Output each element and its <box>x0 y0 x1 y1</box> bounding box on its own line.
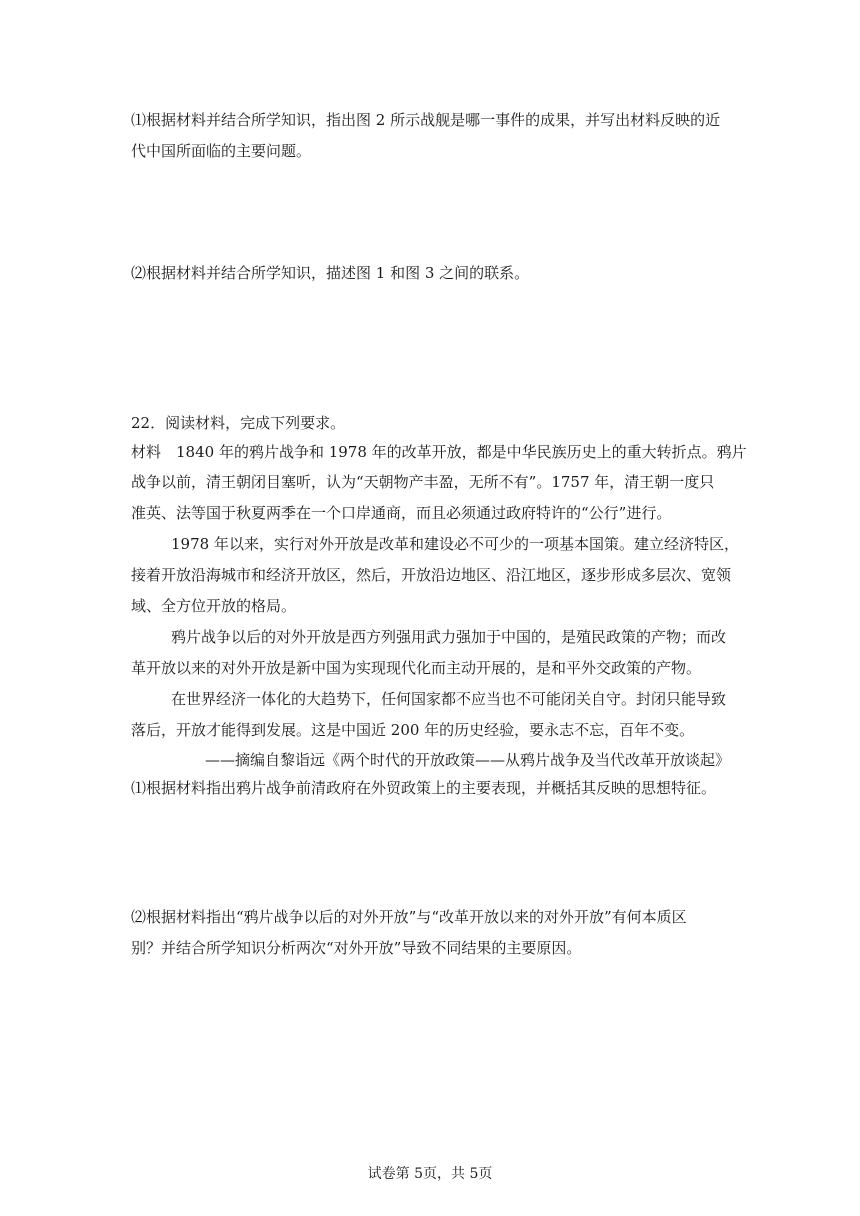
material-line: 材料 1840 年的鸦片战争和 1978 年的改革开放，都是中华民族历史上的重大转折点。鸦片 <box>131 443 747 461</box>
material-line: 域、全方位开放的格局。 <box>131 597 297 615</box>
material-line: 接着开放沿海城市和经济开放区，然后，开放沿边地区、沿江地区，逐步形成多层次、宽领 <box>131 566 732 584</box>
material-line: 1978 年以来，实行对外开放是改革和建设必不可少的一项基本国策。建立经济特区， <box>171 535 739 553</box>
material-source: ——摘编自黎诣远《两个时代的开放政策——从鸦片战争及当代改革开放谈起》 <box>204 751 730 769</box>
material-line: 革开放以来的对外开放是新中国为实现现代化而主动开展的，是和平外交政策的产物。 <box>131 659 702 677</box>
material-line: 鸦片战争以后的对外开放是西方列强用武力强加于中国的，是殖民政策的产物；而改 <box>171 628 727 646</box>
q21-part2: ⑵根据材料并结合所学知识，描述图 1 和图 3 之间的联系。 <box>131 264 530 282</box>
page-footer: 试卷第 5页，共 5页 <box>367 1166 493 1182</box>
q22-part2-line2: 别？并结合所学知识分析两次“对外开放”导致不同结果的主要原因。 <box>131 939 582 957</box>
q22-part1: ⑴根据材料指出鸦片战争前清政府在外贸政策上的主要表现，并概括其反映的思想特征。 <box>131 779 717 797</box>
q22-part2-line1: ⑵根据材料指出“鸦片战争以后的对外开放”与“改革开放以来的对外开放”有何本质区 <box>131 908 687 926</box>
q21-part1-line2: 代中国所面临的主要问题。 <box>131 142 312 160</box>
q21-part1-line1: ⑴根据材料并结合所学知识，指出图 2 所示战舰是哪一事件的成果，并写出材料反映的近 <box>131 111 721 129</box>
material-line: 准英、法等国于秋夏两季在一个口岸通商，而且必须通过政府特许的“公行”进行。 <box>131 504 672 522</box>
material-line: 战争以前，清王朝闭目塞听，认为“天朝物产丰盈，无所不有”。1757 年，清王朝一度只 <box>131 473 715 491</box>
material-line: 落后，开放才能得到发展。这是中国近 200 年的历史经验，要永志不忘，百年不变。 <box>131 721 695 739</box>
q22-heading: 22．阅读材料，完成下列要求。 <box>131 414 346 432</box>
material-line: 在世界经济一体化的大趋势下，任何国家都不应当也不可能闭关自守。封闭只能导致 <box>171 690 727 708</box>
